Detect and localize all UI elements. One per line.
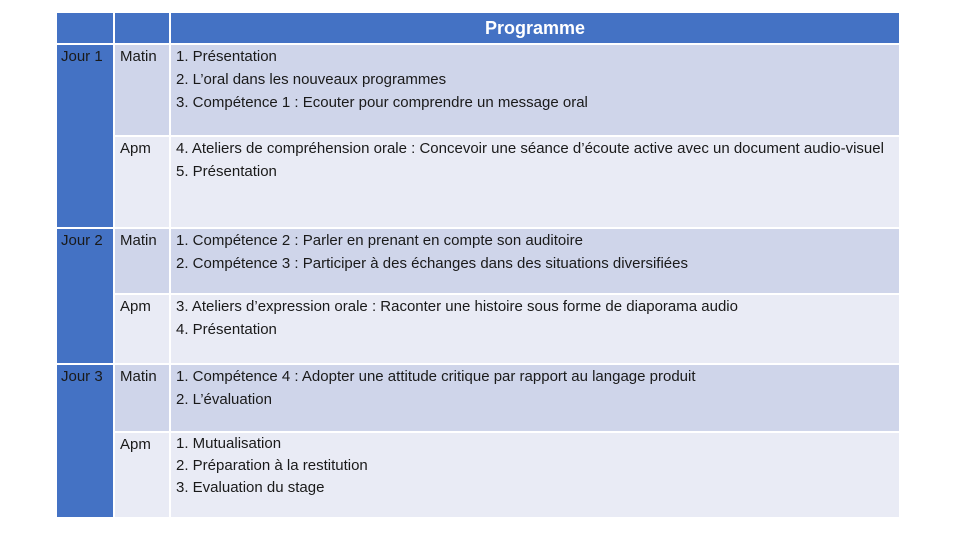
table-row: [56, 432, 900, 518]
table-row: [56, 228, 900, 294]
table-row: [56, 44, 900, 136]
session-item: 1. Mutualisation: [176, 435, 282, 452]
session-item: 3. Evaluation du stage: [176, 479, 325, 496]
session-content: [170, 44, 900, 136]
session-item: 2. Compétence 3 : Participer à des échanges dans des situations diversifiées: [176, 255, 688, 272]
session-item: 3. Ateliers d’expression orale : Raconter une histoire sous forme de diaporama audio: [176, 298, 738, 315]
slot-label: Matin: [114, 364, 170, 432]
session-content: [170, 294, 900, 364]
day-label: Jour 3: [56, 364, 114, 518]
table-row: [56, 364, 900, 432]
slot-label: Apm: [114, 294, 170, 364]
header-empty-cell-2: [114, 12, 170, 44]
session-item: 1. Présentation: [176, 48, 277, 65]
slot-label: Apm: [114, 136, 170, 228]
session-item: 3. Compétence 1 : Ecouter pour comprendre un message oral: [176, 94, 588, 111]
header-empty-cell-1: [56, 12, 114, 44]
table-row: [56, 294, 900, 364]
table-title: Programme: [170, 12, 900, 44]
session-item: 4. Ateliers de compréhension orale : Concevoir une séance d’écoute active avec un document audio-visuel: [176, 140, 884, 157]
session-item: 2. L’évaluation: [176, 391, 272, 408]
session-item: 1. Compétence 2 : Parler en prenant en compte son auditoire: [176, 232, 583, 249]
day-label: Jour 2: [56, 228, 114, 364]
session-item: 1. Compétence 4 : Adopter une attitude critique par rapport au langage produit: [176, 368, 696, 385]
slot-label: Matin: [114, 44, 170, 136]
day-label: Jour 1: [56, 44, 114, 228]
session-item: 4. Présentation: [176, 321, 277, 338]
session-content: [170, 432, 900, 518]
programme-table: [55, 11, 901, 519]
header-row: [56, 12, 900, 44]
session-item: 5. Présentation: [176, 163, 277, 180]
session-item: 2. L’oral dans les nouveaux programmes: [176, 71, 447, 88]
slot-label: Apm: [114, 432, 170, 518]
session-content: [170, 228, 900, 294]
slot-label: Matin: [114, 228, 170, 294]
session-content: [170, 136, 900, 228]
session-item: 2. Préparation à la restitution: [176, 457, 368, 474]
table-row: [56, 136, 900, 228]
session-content: [170, 364, 900, 432]
